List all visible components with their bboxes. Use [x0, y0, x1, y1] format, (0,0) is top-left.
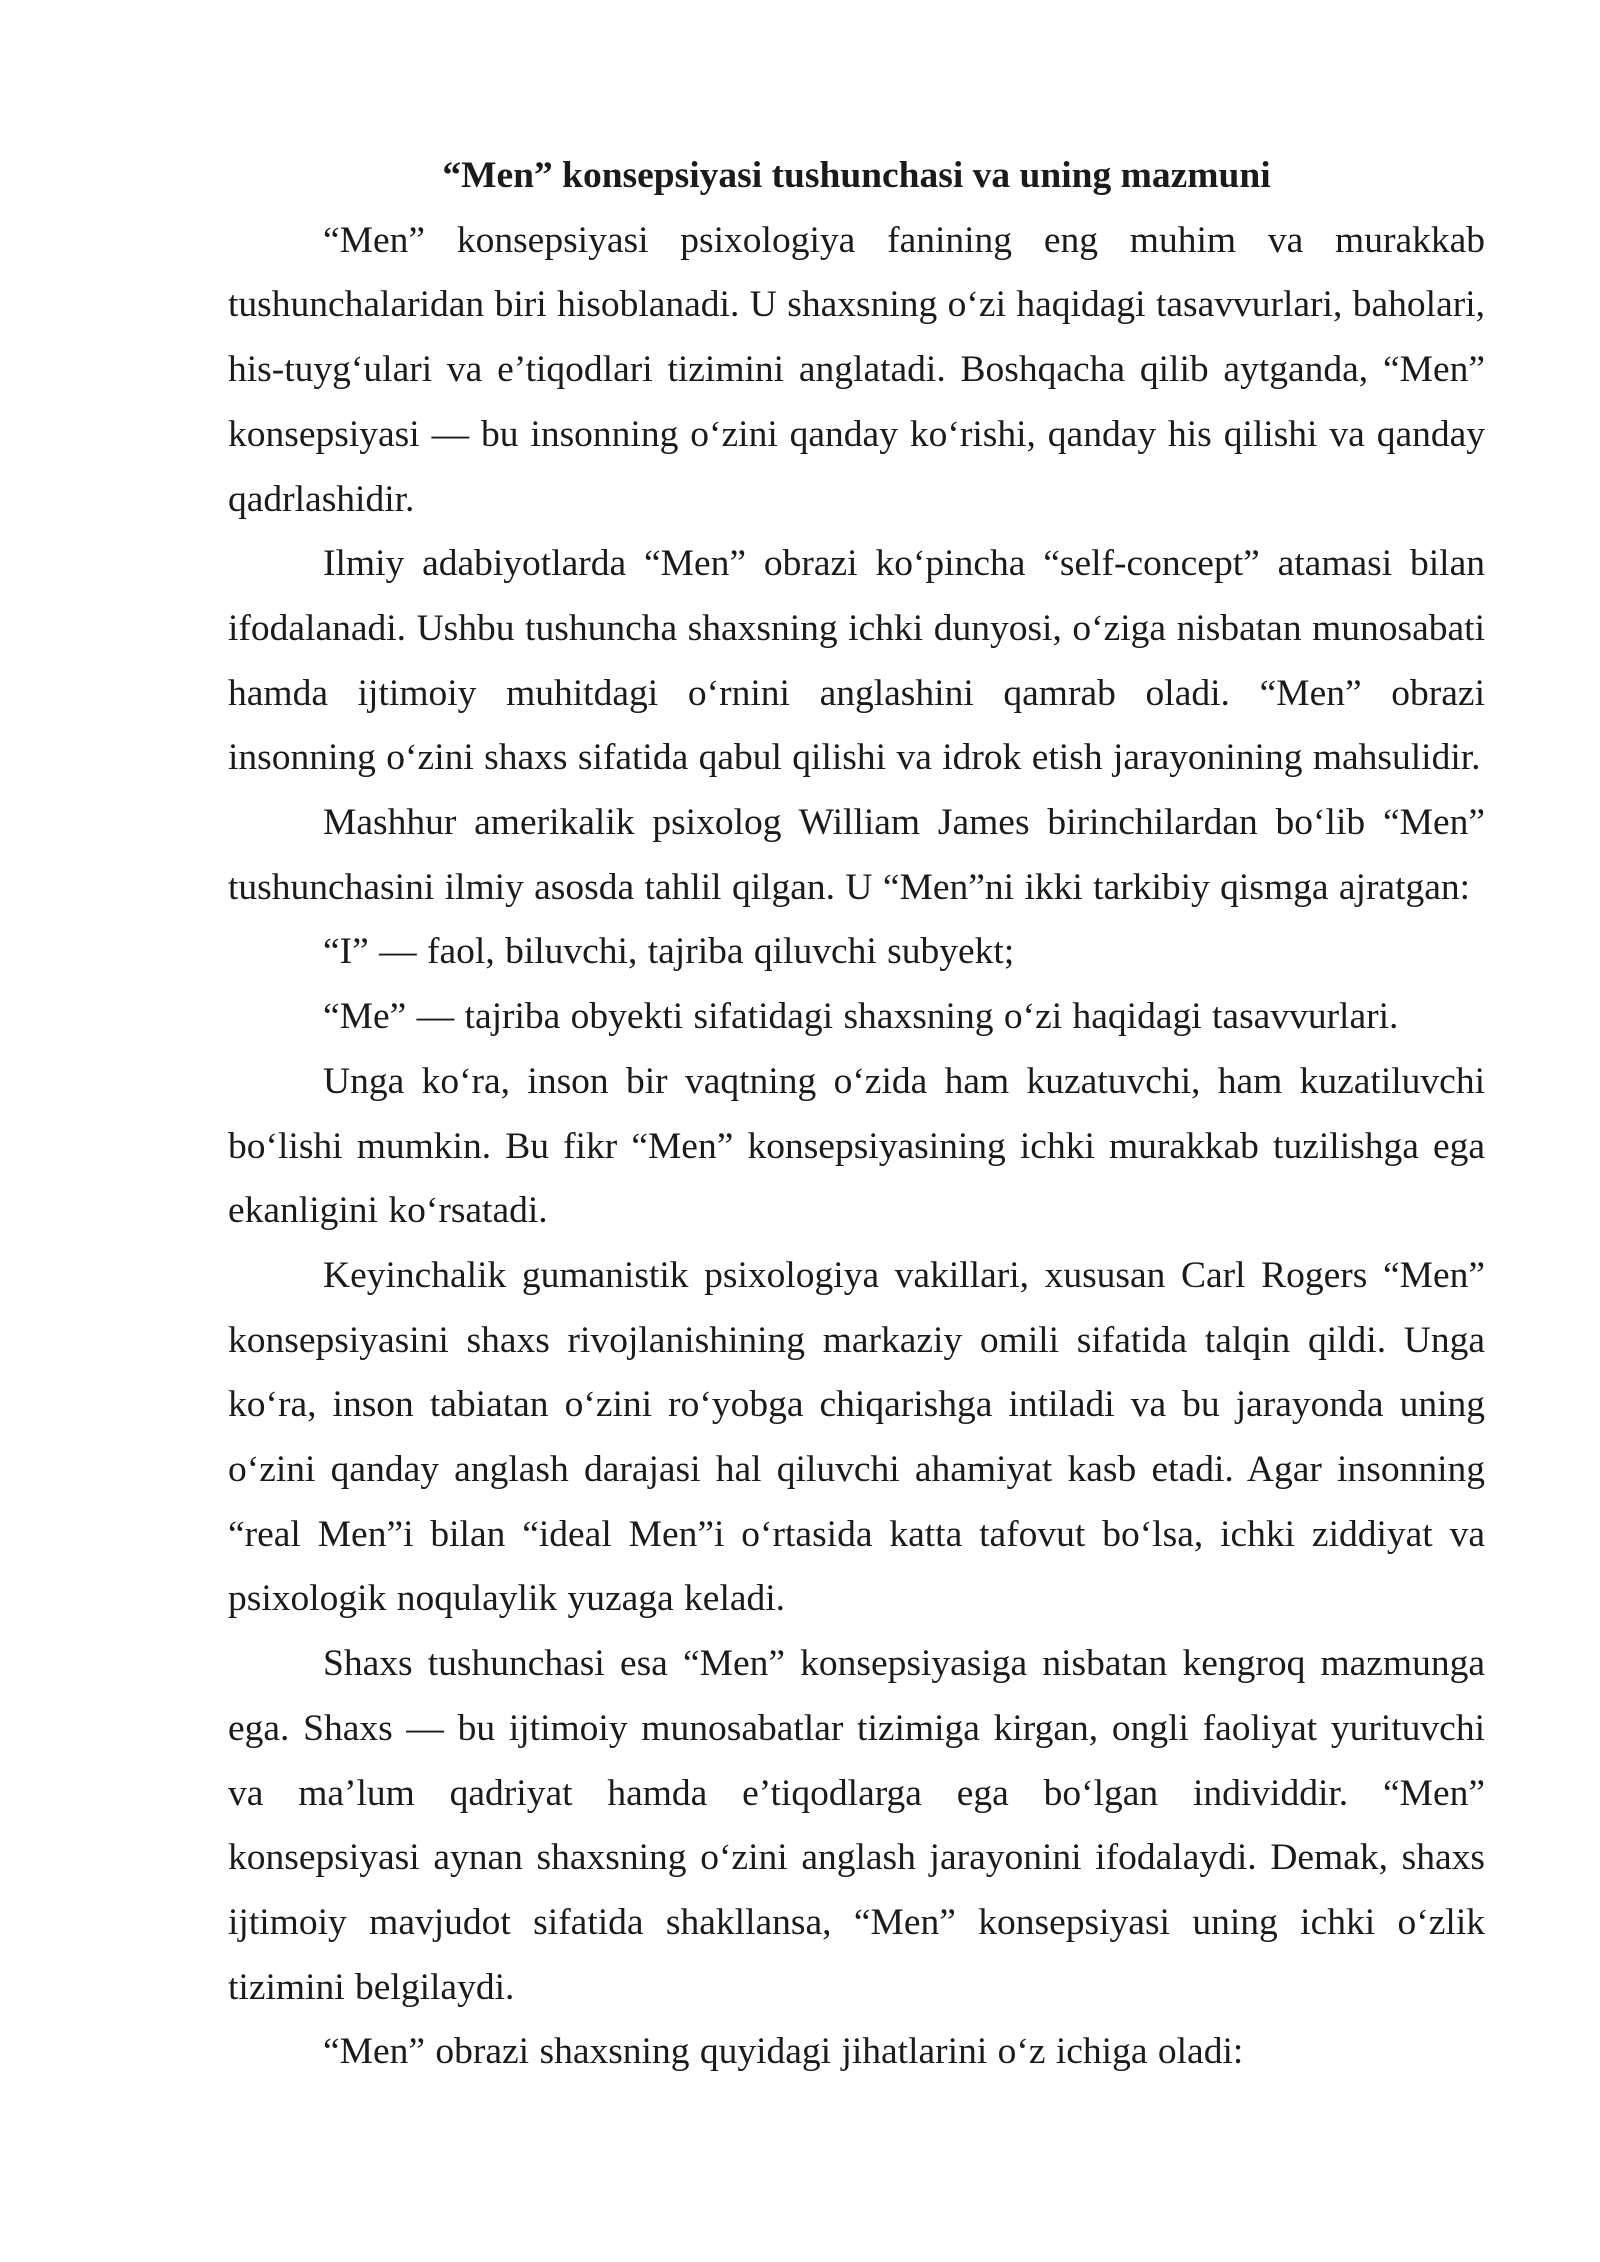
document-body	[228, 209, 1485, 2085]
paragraph: “Me” — tajriba obyekti sifatidagi shaxsning o‘zi haqidagi tasavvurlari.	[323, 996, 1399, 1038]
paragraph: Keyinchalik gumanistik psixologiya vakillari, xususan Carl Rogers “Men” konsepsiyasini shaxs rivojlanishining markaziy omili sifatida talqin qildi. Unga ko‘ra, inson tabiatan o‘zini ro‘yobga chiqarishga intiladi va bu jarayonda uning o‘zini qanday anglash darajasi hal qiluvchi ahamiyat kasb etadi. Agar insonning “real Men”i bilan “ideal Men”i o‘rtasida katta tafovut bo‘lsa, ichki ziddiyat va psixologik noqulaylik yuzaga keladi.	[228, 1254, 1485, 1620]
paragraph: Ilmiy adabiyotlarda “Men” obrazi ko‘pincha “self-concept” atamasi bilan ifodalanadi. Ushbu tushuncha shaxsning ichki dunyosi, o‘ziga nisbatan munosabati hamda ijtimoiy muhitdagi o‘rnini anglashini qamrab oladi. “Men” obrazi insonning o‘zini shaxs sifatida qabul qilishi va idrok etish jarayonining mahsulidir.	[228, 543, 1485, 779]
document-title: “Men” konsepsiyasi tushunchasi va uning mazmuni	[442, 155, 1271, 196]
paragraph: “I” — faol, biluvchi, tajriba qiluvchi subyekt;	[323, 931, 1015, 973]
paragraph: Shaxs tushunchasi esa “Men” konsepsiyasiga nisbatan kengroq mazmunga ega. Shaxs — bu ijtimoiy munosabatlar tizimiga kirgan, ongli faoliyat yurituvchi va ma’lum qadriyat hamda e’tiqodlarga ega bo‘lgan individdir. “Men” konsepsiyasi aynan shaxsning o‘zini anglash jarayonini ifodalaydi. Demak, shaxs ijtimoiy mavjudot sifatida shakllansa, “Men” konsepsiyasi uning ichki o‘zlik tizimini belgilaydi.	[228, 1643, 1485, 2008]
paragraph: “Men” obrazi shaxsning quyidagi jihatlarini o‘z ichiga oladi:	[323, 2031, 1244, 2073]
paragraph: “Men” konsepsiyasi psixologiya fanining eng muhim va murakkab tushunchalaridan biri hisoblanadi. U shaxsning o‘zi haqidagi tasavvurlari, baholari, his-tuyg‘ulari va e’tiqodlari tizimini anglatadi. Boshqacha qilib aytganda, “Men” konsepsiyasi — bu insonning o‘zini qanday ko‘rishi, qanday his qilishi va qanday qadrlashidir.	[228, 219, 1485, 520]
paragraph: Mashhur amerikalik psixolog William James birinchilardan bo‘lib “Men” tushunchasini ilmiy asosda tahlil qilgan. U “Men”ni ikki tarkibiy qismga ajratgan:	[228, 802, 1485, 908]
paragraph: Unga ko‘ra, inson bir vaqtning o‘zida ham kuzatuvchi, ham kuzatiluvchi bo‘lishi mumkin. Bu fikr “Men” konsepsiyasining ichki murakkab tuzilishga ega ekanligini ko‘rsatadi.	[228, 1060, 1485, 1232]
